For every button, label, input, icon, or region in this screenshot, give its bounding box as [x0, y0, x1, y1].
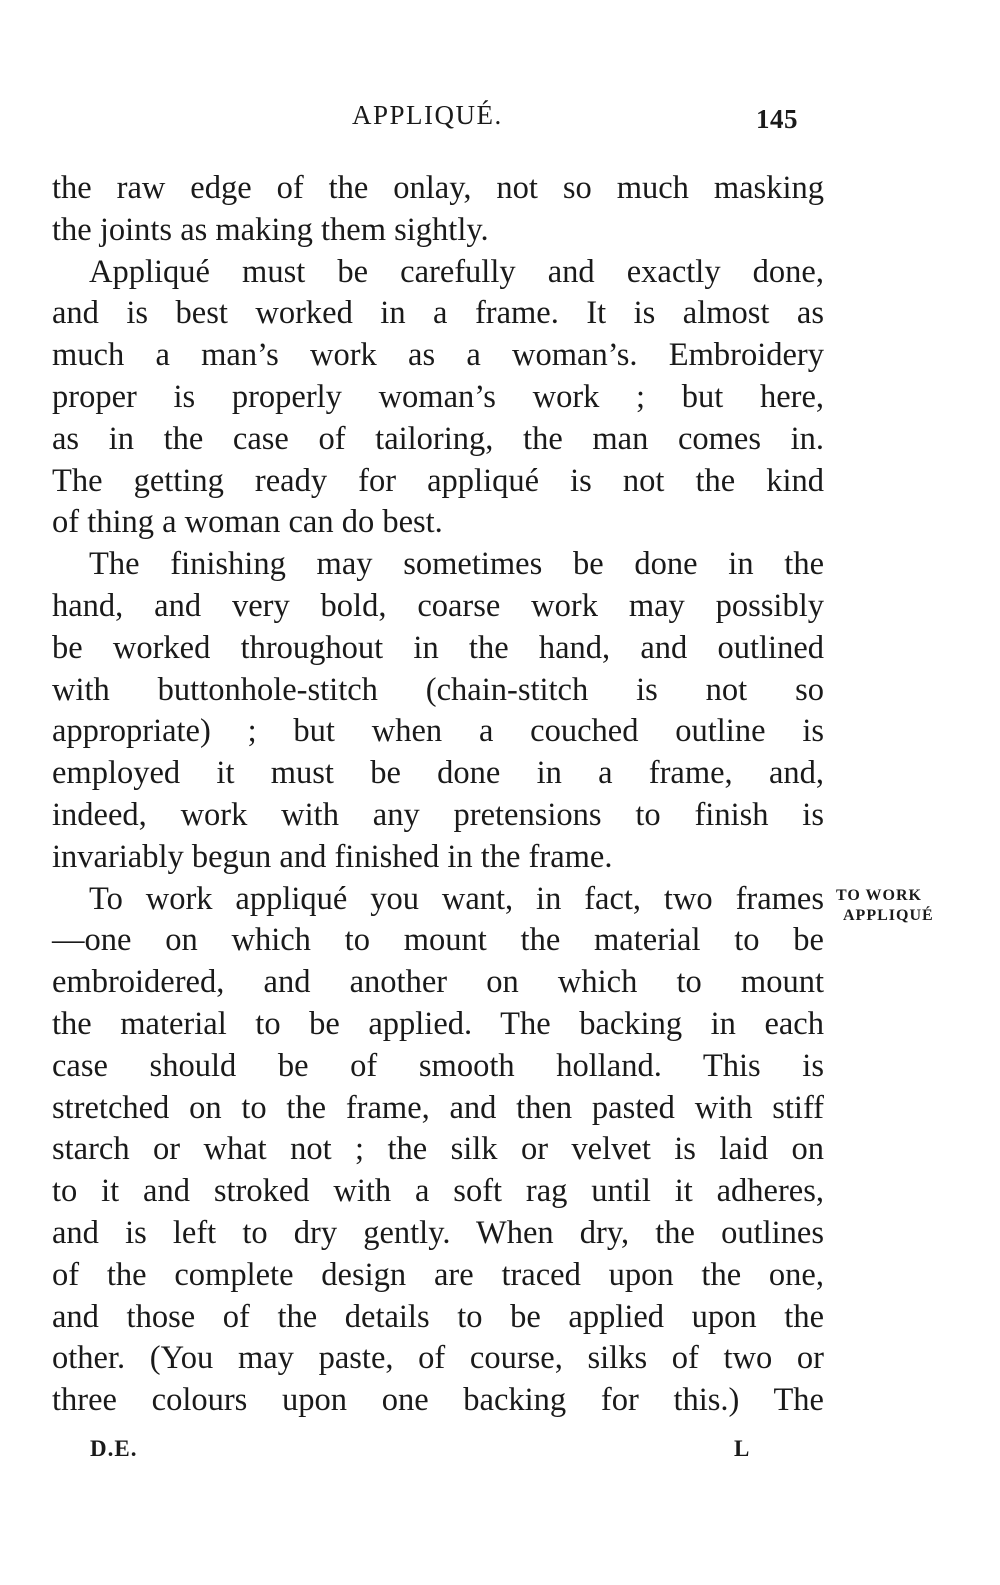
running-head [0, 100, 1000, 140]
text-line: The getting ready for appliqué is not the kind [52, 462, 824, 499]
text-line: as in the case of tailoring, the man comes in. [52, 420, 824, 457]
text-line: indeed, work with any pretensions to finish is [52, 796, 824, 833]
text-line: be worked throughout in the hand, and outlined [52, 629, 824, 666]
sidenote-line: TO WORK [836, 887, 922, 904]
text-line: and is left to dry gently. When dry, the outlines [52, 1214, 824, 1251]
text-line: of the complete design are traced upon the one, [52, 1256, 824, 1293]
text-line: invariably begun and finished in the frame. [52, 838, 613, 875]
text-line: and is best worked in a frame. It is almost as [52, 295, 824, 332]
text-line: —one on which to mount the material to be [52, 922, 824, 959]
text-line: starch or what not ; the silk or velvet is laid on [52, 1131, 824, 1168]
text-line: stretched on to the frame, and then pasted with stiff [52, 1089, 824, 1126]
body-text [52, 168, 824, 1422]
text-line: the joints as making them sightly. [52, 211, 489, 248]
text-line: the material to be applied. The backing in each [52, 1005, 824, 1042]
text-line: proper is properly woman’s work ; but here, [52, 378, 824, 415]
signature-mark-left: D.E. [90, 1436, 138, 1461]
text-line: case should be of smooth holland. This is [52, 1047, 824, 1084]
text-line: much a man’s work as a woman’s. Embroidery [52, 337, 824, 374]
text-line: to it and stroked with a soft rag until it adheres, [52, 1173, 824, 1210]
text-line: and those of the details to be applied upon the [52, 1298, 824, 1335]
text-line: other. (You may paste, of course, silks of two or [52, 1340, 824, 1377]
page-number: 145 [756, 104, 798, 134]
text-line: The finishing may sometimes be done in the [89, 546, 824, 583]
running-title: APPLIQUÉ. [352, 100, 503, 130]
text-line: To work appliqué you want, in fact, two frames [89, 880, 824, 917]
text-line: Appliqué must be carefully and exactly done, [89, 253, 824, 290]
text-line: with buttonhole-stitch (chain-stitch is not so [52, 671, 824, 708]
text-line: employed it must be done in a frame, and, [52, 755, 824, 792]
text-line: of thing a woman can do best. [52, 504, 443, 541]
text-line: the raw edge of the onlay, not so much masking [52, 170, 824, 206]
text-line: embroidered, and another on which to mount [52, 964, 824, 1001]
sidenote-line: APPLIQUÉ [843, 907, 934, 924]
text-line: appropriate) ; but when a couched outline is [52, 713, 824, 750]
margin-sidenote [836, 886, 976, 926]
text-line: three colours upon one backing for this.) The [52, 1382, 824, 1419]
signature-mark-right: L [734, 1436, 751, 1461]
text-line: hand, and very bold, coarse work may possibly [52, 587, 824, 624]
